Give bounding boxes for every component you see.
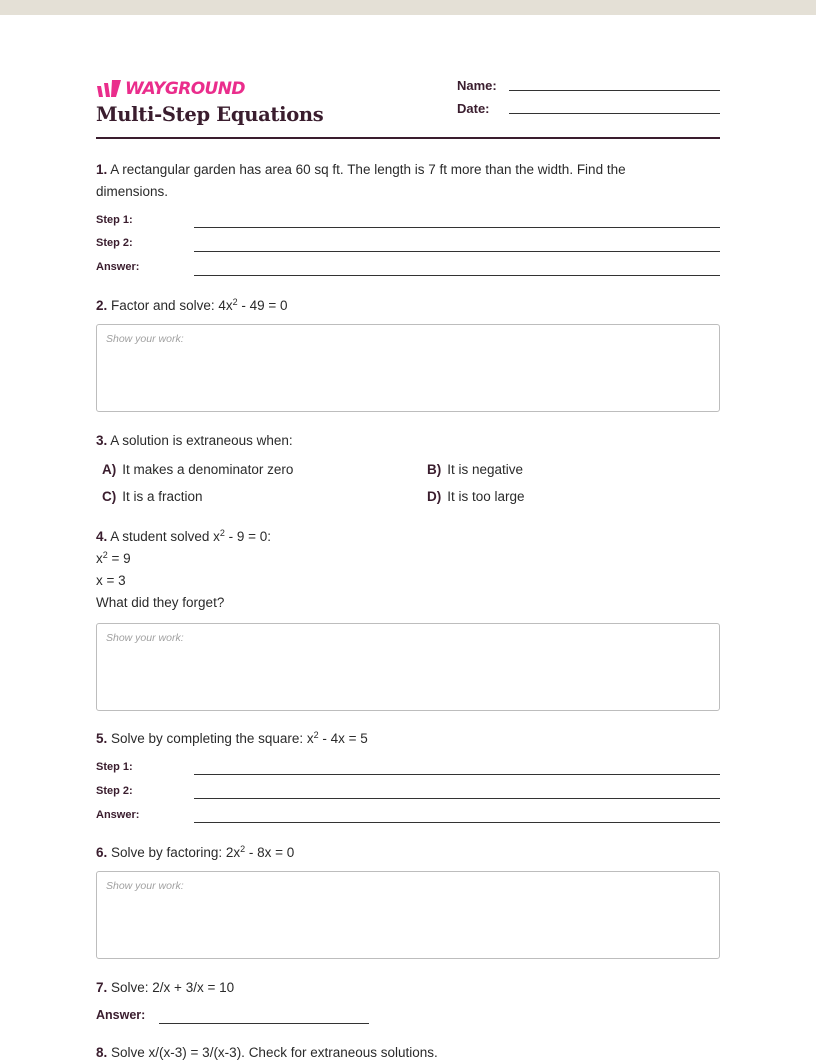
answer-label: Answer: bbox=[96, 261, 140, 273]
q5-step-1-answer-line[interactable] bbox=[194, 774, 720, 775]
q5-step-2-answer-line[interactable] bbox=[194, 798, 720, 799]
question-number: 4. bbox=[96, 529, 108, 544]
date-label: Date: bbox=[457, 101, 490, 116]
question-5 bbox=[96, 728, 720, 750]
question-prompt: What did they forget? bbox=[96, 595, 225, 610]
work-line-2: x = 3 bbox=[96, 573, 126, 588]
question-text: A student solved $x^2 - 9 = 0$: bbox=[110, 528, 272, 544]
page-top-bar bbox=[0, 0, 816, 15]
option-b[interactable]: B) It is negative bbox=[427, 462, 524, 477]
brand-logo bbox=[96, 78, 245, 100]
step-2-label: Step 2: bbox=[96, 785, 133, 797]
question-text: A solution is extraneous when: bbox=[110, 433, 293, 448]
q2-work-box[interactable] bbox=[96, 324, 720, 412]
question-4 bbox=[96, 526, 720, 614]
option-c[interactable]: C) It is a fraction bbox=[102, 489, 203, 504]
question-text: Solve: 2/x + 3/x = 10 bbox=[111, 980, 235, 995]
step-2-label: Step 2: bbox=[96, 237, 133, 249]
option-d[interactable]: D) It is too large bbox=[427, 489, 525, 504]
question-7 bbox=[96, 977, 720, 999]
question-number: 8. bbox=[96, 1045, 108, 1060]
wayground-logo-icon bbox=[96, 79, 122, 99]
q5-answer-line[interactable] bbox=[194, 822, 720, 823]
question-text: A rectangular garden has area 60 sq ft. The length is 7 ft more than the width. Find the bbox=[110, 162, 626, 177]
brand-name: WAYGROUND bbox=[125, 79, 245, 99]
q4-work-box[interactable] bbox=[96, 623, 720, 711]
question-text: Solve by factoring: $2x^2 - 8x = 0$ bbox=[111, 844, 295, 860]
name-field[interactable] bbox=[509, 90, 720, 91]
work-placeholder: Show your work: bbox=[106, 333, 184, 345]
question-3 bbox=[96, 430, 720, 452]
q6-work-box[interactable] bbox=[96, 871, 720, 959]
question-text-continued: dimensions. bbox=[96, 184, 169, 199]
answer-label: Answer: bbox=[96, 809, 140, 821]
work-placeholder: Show your work: bbox=[106, 632, 184, 644]
question-text: Solve by completing the square: $x^2 - 4x = 5$ bbox=[111, 730, 368, 746]
question-6 bbox=[96, 842, 720, 864]
name-label: Name: bbox=[457, 78, 497, 93]
question-8 bbox=[96, 1042, 720, 1064]
question-text: Factor and solve: $4x^2 - 49 = 0$ bbox=[111, 297, 288, 313]
q1-step-1-answer-line[interactable] bbox=[194, 227, 720, 228]
page-title: Multi-Step Equations bbox=[96, 103, 324, 126]
q1-answer-line[interactable] bbox=[194, 275, 720, 276]
q1-step-2-answer-line[interactable] bbox=[194, 251, 720, 252]
question-number: 3. bbox=[96, 433, 108, 448]
q7-answer-line[interactable] bbox=[159, 1023, 369, 1024]
question-number: 2. bbox=[96, 298, 108, 313]
question-number: 1. bbox=[96, 162, 108, 177]
question-number: 5. bbox=[96, 731, 108, 746]
question-text: Solve x/(x-3) = 3/(x-3). Check for extraneous solutions. bbox=[111, 1045, 438, 1060]
work-placeholder: Show your work: bbox=[106, 880, 184, 892]
step-1-label: Step 1: bbox=[96, 761, 133, 773]
step-1-label: Step 1: bbox=[96, 214, 133, 226]
option-a[interactable]: A) It makes a denominator zero bbox=[102, 462, 294, 477]
work-line-1: $x^2 = 9$ bbox=[96, 550, 131, 566]
date-field[interactable] bbox=[509, 113, 720, 114]
question-number: 7. bbox=[96, 980, 108, 995]
header-divider bbox=[96, 137, 720, 139]
question-1 bbox=[96, 159, 720, 203]
answer-label: Answer: bbox=[96, 1008, 146, 1022]
question-2 bbox=[96, 295, 720, 317]
question-number: 6. bbox=[96, 845, 108, 860]
